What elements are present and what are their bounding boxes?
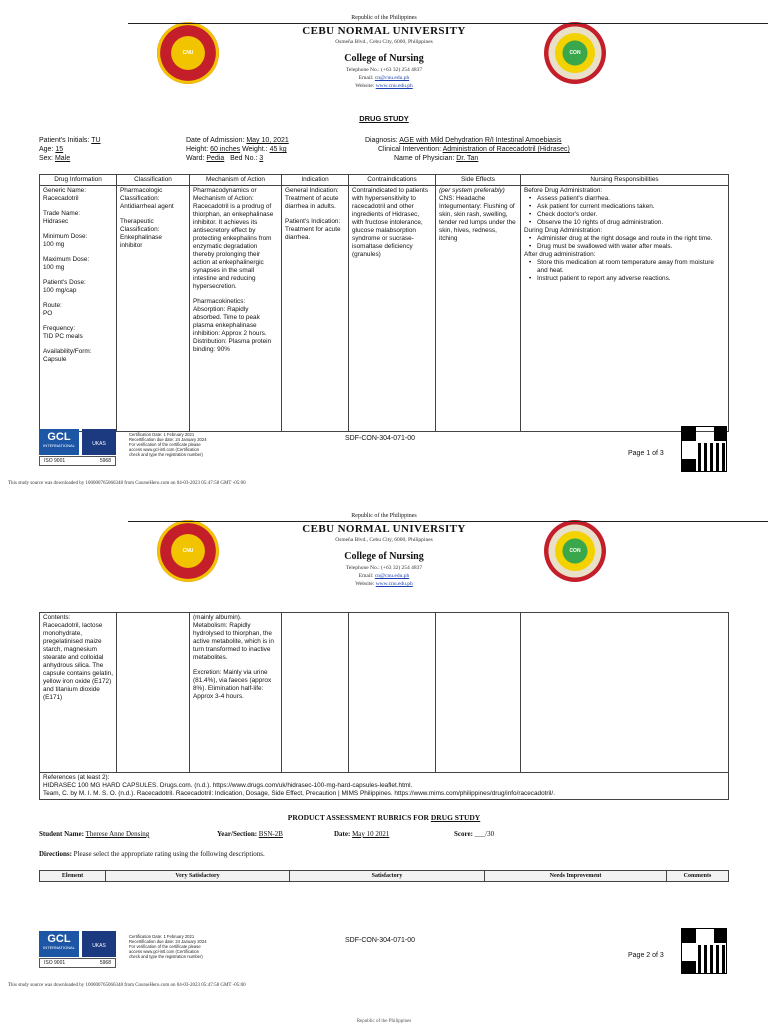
mechanism-cell (190, 186, 282, 432)
cert-line: Certification Date: 1 February 2021 (129, 934, 195, 939)
physician-value: Dr. Tan (456, 155, 479, 162)
section-label: Year/Section: (217, 830, 258, 838)
email-link[interactable]: cn@cnu.edu.ph (374, 75, 410, 81)
university-address: Osmeña Blvd., Cebu City, 6000, Philippines (335, 537, 433, 543)
drug-info-cell (40, 186, 117, 432)
iso-number: 5968 (99, 960, 111, 966)
cns-effects: CNS: Headache (439, 195, 486, 202)
cert-line: access www.gcl-intl.com (Certification (129, 447, 200, 452)
mechanism-continued: (mainly albumin). (193, 614, 242, 621)
header-rule (128, 521, 768, 522)
ther-class-label: Therapeutic Classification: (120, 218, 160, 233)
reference-item: HIDRASEC 100 MG HARD CAPSULES. Drugs.com. (n.d.). https://www.drugs.com/uk/hidrasec-100-mg-hard-capsules-leaflet.html. (43, 782, 413, 789)
document-page-2 (0, 498, 768, 1000)
availability-value: Capsule (43, 356, 67, 363)
bed-value: 3 (259, 155, 264, 162)
rubric-directions (39, 850, 265, 858)
date-value: May 10 2021 (352, 830, 390, 838)
student-label: Student Name: (39, 830, 84, 838)
before-admin-heading: Before Drug Administration: (524, 187, 603, 194)
iso-label: ISO 9001 (44, 960, 66, 966)
university-address: Osmeña Blvd., Cebu City, 6000, Philippines (335, 39, 433, 45)
qr-code-icon (681, 426, 727, 472)
cert-line: access www.gcl-intl.com (Certification (129, 949, 200, 954)
score-blank: ___ (474, 830, 486, 838)
qr-code-icon (681, 928, 727, 974)
document-page-1 (0, 0, 768, 498)
initials-value: TU (91, 137, 101, 144)
col-mechanism: Mechanism of Action (190, 175, 282, 186)
after-admin-list (524, 259, 725, 283)
physician-label: Name of Physician: (394, 155, 455, 162)
email-label: Email: (358, 573, 374, 579)
page-number: Page 2 of 3 (628, 952, 664, 959)
drug-study-table-continued (39, 612, 729, 800)
email-label: Email: (358, 75, 374, 81)
side-effects-cell (436, 186, 521, 432)
republic-label: Republic of the Philippines (351, 513, 417, 519)
rubric-table (39, 870, 729, 882)
ukas-logo-icon: UKAS (82, 429, 116, 455)
col-side-effects: Side Effects (436, 175, 521, 186)
table-row (40, 613, 729, 773)
page-header (0, 0, 768, 105)
list-item: • Check doctor's order. (524, 211, 725, 219)
page-footer (0, 426, 768, 498)
email-link[interactable]: cn@cnu.edu.ph (374, 573, 410, 579)
directions-label: Directions: (39, 850, 72, 858)
cnu-seal-icon: CNU (157, 520, 219, 582)
gcl-subtext: INTERNATIONAL (43, 945, 75, 950)
document-code: SDF-CON-304-071-00 (345, 435, 416, 442)
mechanism-cont-cell (190, 613, 282, 773)
references-label: References (at least 2): (43, 774, 110, 781)
rubric-section-line (217, 830, 283, 838)
patient-info-col-3 (365, 136, 570, 163)
indication-cell (282, 186, 349, 432)
list-item: • Drug must be swallowed with water after meals. (524, 243, 725, 251)
college-name: College of Nursing (344, 53, 424, 64)
integumentary-effects: Integumentary: Flushing of skin, skin rash, swelling, tender red lumps under the skin, hives, redness, itching (439, 203, 516, 242)
gcl-logo-icon (39, 931, 79, 957)
page-footer (0, 928, 768, 1000)
contents-text: Racecadotril, lactose monohydrate, pregelatinised maize starch, magnesium stearate and colloidal anhydrous silica. The capsule contains gelatin, yellow iron oxide (E172) and titanium dioxide (E171) (43, 622, 113, 701)
certification-text (129, 432, 249, 457)
weight-value: 45 kg (269, 146, 287, 153)
trade-value: Hidrasec (43, 218, 69, 225)
patient-indication: Patient's Indication: Treatment for acute diarrhea. (285, 218, 341, 241)
general-indication: General Indication: Treatment of acute diarrhea in adults. (285, 187, 339, 210)
cert-line: check and type the registration number) (129, 452, 203, 457)
max-dose-value: 100 mg (43, 264, 65, 271)
ward-value: Pedia (206, 155, 225, 162)
contents-label: Contents: (43, 614, 71, 621)
drug-study-title: DRUG STUDY (359, 114, 409, 123)
contraindications-text: Contraindicated to patients with hypersensitivity to racecadotril and other ingredients of Hidrasec, with fructose intolerance, glucose malabsorption syndrome or sucrase-isomaltase deficiency (granules) (352, 187, 429, 258)
gcl-subtext: INTERNATIONAL (43, 443, 75, 448)
col-nursing: Nursing Responsibilities (521, 175, 729, 186)
list-item: • Observe the 10 rights of drug administration. (524, 219, 725, 227)
cert-line: For verification of the certificate please (129, 442, 201, 447)
route-value: PO (43, 310, 53, 317)
classification-cell (117, 186, 190, 432)
iso-box (39, 958, 116, 968)
bed-label: Bed No.: (230, 155, 258, 162)
after-admin-heading: After drug administration: (524, 251, 596, 258)
height-value: 60 inches (210, 146, 241, 153)
cert-line: Certification Date: 1 February 2021 (129, 432, 195, 437)
admission-value: May 10, 2021 (246, 137, 289, 144)
metabolism-text: Metabolism: Rapidly hydrolysed to thiorphan, the active metabolite, which is in turn transformed to inactive metabolites. (193, 622, 274, 661)
cert-line: check and type the registration number) (129, 954, 203, 959)
frequency-value: TID PC meals (43, 333, 83, 340)
patient-dose-label: Patient's Dose: (43, 279, 86, 286)
download-stamp: This study source was downloaded by 100000765066348 from CourseHero.com on 04-03-2023 05:47:58 GMT -05:00 (8, 983, 246, 988)
document-code: SDF-CON-304-071-00 (345, 937, 416, 944)
pharm-class-label: Pharmacologic Classification: (120, 187, 163, 202)
rubric-title (0, 813, 768, 822)
diagnosis-label: Diagnosis: (365, 137, 398, 144)
col-classification: Classification (117, 175, 190, 186)
website-link[interactable]: www.cnu.edu.ph (375, 83, 413, 89)
availability-label: Availability/Form: (43, 348, 92, 355)
date-label: Date: (334, 830, 351, 838)
gcl-text: GCL (47, 431, 71, 443)
weight-label: Weight.: (242, 146, 268, 153)
height-label: Height: (186, 146, 209, 153)
rubric-col-comments: Comments (667, 871, 729, 882)
page-header (0, 498, 768, 603)
age-label: Age: (39, 146, 54, 153)
mechanism-text: Racecadotril is a prodrug of thiorphan, an enkephalinase inhibitor. It achieves its antisecretory effect by protecting enkephalins from enzymatic degradation thereby prolonging their action at enkephalinergic synapses in the small intestine and reducing hypersecretion. (193, 203, 274, 290)
nursing-cell (521, 186, 729, 432)
list-item: • Instruct patient to report any adverse reactions. (524, 275, 725, 283)
age-value: 15 (55, 146, 64, 153)
empty-cell (349, 613, 436, 773)
contents-cell (40, 613, 117, 773)
student-value: Therese Anne Densing (85, 830, 150, 838)
website-label: Website: (355, 83, 375, 89)
rubric-col-satisfactory: Satisfactory (290, 871, 485, 882)
ukas-logo-icon: UKAS (82, 931, 116, 957)
rubric-score-line (454, 830, 494, 838)
references-row (40, 773, 729, 800)
website-line (0, 581, 768, 587)
cert-line: Recertification due date: 24 January 2024 (129, 939, 207, 944)
email-line (0, 75, 768, 81)
min-dose-value: 100 mg (43, 241, 65, 248)
republic-label: Republic of the Philippines (351, 15, 417, 21)
during-admin-heading: During Drug Administration: (524, 227, 603, 234)
telephone: Telephone No.: (+63 32) 254 4837 (345, 565, 423, 571)
nursing-seal-icon: CON (544, 22, 606, 84)
rubric-title-underlined: DRUG STUDY (430, 813, 481, 822)
trade-label: Trade Name: (43, 210, 81, 217)
document-page-3-stub (0, 1018, 768, 1024)
intervention-value: Administration of Racecadotril (Hidrasec) (442, 146, 570, 153)
pharm-class-value: Antidiarrheal agent (120, 203, 174, 210)
iso-number: 5968 (99, 458, 111, 464)
pk-heading: Pharmacokinetics: (193, 298, 246, 305)
website-label: Website: (355, 581, 375, 587)
distribution-text: Distribution: Plasma protein binding: 90% (193, 338, 272, 353)
excretion-text: Excretion: Mainly via urine (81.4%), via faeces (approx 8%). Elimination half-life: Approx 3-4 hours. (193, 669, 272, 700)
reference-item: Team, C. by M. I. M. S. O. (n.d.). Racecadotril. Racecadotril: Indication, Dosage, Side Effect, Precaution | MIMS Philippines. https://www.mims.com/philippines/drug/info/racecadotril/. (43, 790, 555, 797)
generic-value: Racecadotril (43, 195, 79, 202)
absorption-text: Absorption: Rapidly absorbed. Time to peak plasma enkephalinase inhibition: Approx 2 hours. (193, 306, 267, 337)
initials-label: Patient's Initials: (39, 137, 90, 144)
list-item: • Assess patient's diarrhea. (524, 195, 725, 203)
table-row (40, 186, 729, 432)
list-item: • Ask patient for current medications taken. (524, 203, 725, 211)
cert-line: Recertification due date: 24 January 2024 (129, 437, 207, 442)
rubric-header-row (40, 871, 729, 882)
frequency-label: Frequency: (43, 325, 75, 332)
header-rule (128, 23, 768, 24)
nursing-seal-icon: CON (544, 520, 606, 582)
empty-cell (436, 613, 521, 773)
table-header-row (40, 175, 729, 186)
section-value: BSN-2B (258, 830, 283, 838)
rubric-student-line (39, 830, 149, 838)
rubric-title-prefix: PRODUCT ASSESSMENT RUBRICS FOR (287, 813, 429, 822)
list-item: • Store this medication at room temperature away from moisture and heat. (524, 259, 725, 275)
iso-box (39, 456, 116, 466)
certification-text (129, 934, 249, 959)
page-number: Page 1 of 3 (628, 450, 664, 457)
cnu-seal-icon: CNU (157, 22, 219, 84)
min-dose-label: Minimum Dose: (43, 233, 88, 240)
ther-class-value: Enkephalinase inhibitor (120, 234, 162, 249)
rubric-col-needs-improvement: Needs Improvement (485, 871, 667, 882)
download-stamp: This study source was downloaded by 100000765066348 from CourseHero.com on 04-03-2023 05:47:58 GMT -05:00 (8, 481, 246, 486)
republic-label: Republic of the Philippines (356, 1019, 412, 1024)
route-label: Route: (43, 302, 62, 309)
score-label: Score: (454, 830, 473, 838)
iso-label: ISO 9001 (44, 458, 66, 464)
mechanism-heading: Pharmacodynamics or Mechanism of Action: (193, 187, 257, 202)
email-line (0, 573, 768, 579)
ward-label: Ward: (186, 155, 205, 162)
patient-info-col-2 (186, 136, 289, 163)
generic-label: Generic Name: (43, 187, 86, 194)
empty-cell (521, 613, 729, 773)
during-admin-list (524, 235, 725, 251)
list-item: • Administer drug at the right dosage and route in the right time. (524, 235, 725, 243)
col-contraindications: Contraindications (349, 175, 436, 186)
patient-info-col-1 (39, 136, 101, 163)
university-name: CEBU NORMAL UNIVERSITY (302, 523, 466, 535)
cert-line: For verification of the certificate please (129, 944, 201, 949)
sex-label: Sex: (39, 155, 54, 162)
gcl-logo-icon (39, 429, 79, 455)
empty-cell (282, 613, 349, 773)
empty-cell (117, 613, 190, 773)
website-link[interactable]: www.cnu.edu.ph (375, 581, 413, 587)
sex-value: Male (54, 155, 71, 162)
drug-study-table (39, 174, 729, 432)
patient-dose-value: 100 mg/cap (43, 287, 77, 294)
rubric-col-very-satisfactory: Very Satisfactory (106, 871, 290, 882)
telephone: Telephone No.: (+63 32) 254 4837 (345, 67, 423, 73)
max-dose-label: Maximum Dose: (43, 256, 90, 263)
score-total: /30 (485, 830, 495, 838)
col-indication: Indication (282, 175, 349, 186)
website-line (0, 83, 768, 89)
col-drug-information: Drug Information (40, 175, 117, 186)
before-admin-list (524, 195, 725, 227)
intervention-label: Clinical Intervention: (378, 146, 442, 153)
directions-text: Please select the appropriate rating using the following descriptions. (73, 850, 265, 858)
references-cell (40, 773, 729, 800)
admission-label: Date of Admission: (186, 137, 245, 144)
rubric-col-element: Element (40, 871, 106, 882)
side-effects-note: (per system preferably) (439, 187, 505, 194)
college-name: College of Nursing (344, 551, 424, 562)
university-name: CEBU NORMAL UNIVERSITY (302, 25, 466, 37)
contraindications-cell (349, 186, 436, 432)
diagnosis-value: AGE with Mild Dehydration R/I Intestinal Amoebiasis (399, 137, 562, 144)
rubric-date-line (334, 830, 389, 838)
gcl-text: GCL (47, 933, 71, 945)
